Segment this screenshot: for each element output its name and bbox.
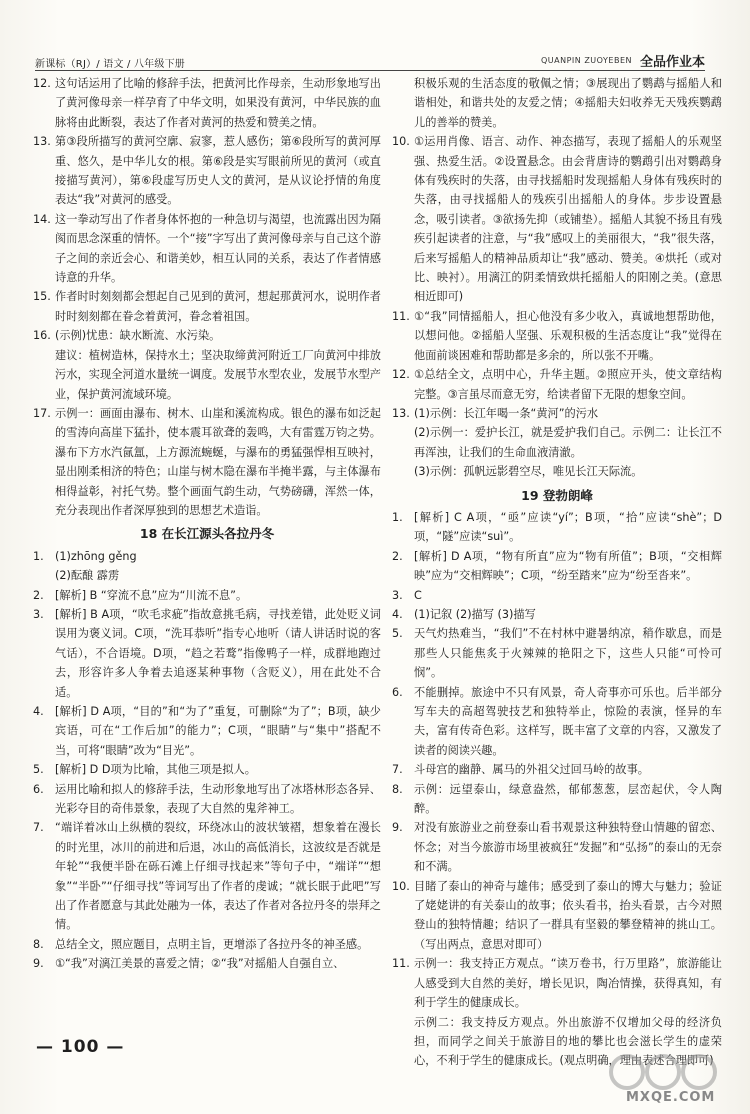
answer-number: 2. xyxy=(392,549,403,563)
answer-body xyxy=(414,780,722,819)
answer-body xyxy=(55,210,381,288)
answer-text: 建议：植树造林，保持水土；坚决取缔黄河附近工厂向黄河中排放污水，实现全河道水量统一调度。发展节水型农业，发展节水型产业，保护黄河流域环境。 xyxy=(55,348,381,401)
answer-item xyxy=(33,954,381,973)
answer-text: 斗母宫的幽静、属马的外祖父过回马岭的故事。 xyxy=(414,763,649,777)
answer-item xyxy=(33,210,381,288)
answer-number: 11. xyxy=(392,957,410,971)
answer-text: 作者时时刻刻都会想起自己见到的黄河，想起那黄河水，说明作者时时刻刻都在眷念着黄河，眷念着祖国。 xyxy=(55,290,381,323)
answer-text: 不能删掉。旅途中不只有风景，奇人奇事亦可乐也。后半部分写车夫的高超驾驶技艺和独特举止，惊险的表演，怪异的车夫，富有传奇色彩。这样写，既丰富了文章的内容，又激发了读者的阅读兴趣。 xyxy=(414,685,722,757)
answer-body xyxy=(414,683,722,761)
answer-number: 10. xyxy=(392,135,410,149)
answer-body xyxy=(414,624,722,682)
answer-text: C xyxy=(414,588,422,602)
answer-text: 对没有旅游业之前登泰山看书观景这种独特登山情趣的留恋、怀念；对当今旅游市场里被疯狂“发掘”和“弘扬”的泰山的无奈和不满。 xyxy=(414,821,722,874)
answer-body xyxy=(55,586,381,605)
answer-body xyxy=(55,760,381,779)
answer-item xyxy=(392,307,722,365)
answer-text: [解析] B “穿流不息”应为“川流不息”。 xyxy=(55,588,248,602)
answer-text: (示例)忧患：缺水断流、水污染。 xyxy=(55,329,221,343)
answer-text: [解析] C A项，“亟”应读“yí”；B项，“拾”应读“shè”；D项，“隧”应读“suì”。 xyxy=(414,510,722,544)
answer-text: 这一拳动写出了作者身体怀抱的一种急切与渴望，也流露出因为隔阂而思念深重的情怀。一个“接”字写出了黄河像母亲与自己这个游子之间的亲近会心、和谐美妙，相互认同的关系，表达了作者情感诗意的升华。 xyxy=(55,212,381,285)
answer-item xyxy=(392,624,722,682)
answer-number: 12. xyxy=(392,368,410,382)
right-column xyxy=(392,74,722,1071)
answer-body xyxy=(414,307,722,365)
page-number: — 100 — xyxy=(36,1037,125,1057)
answer-item xyxy=(392,547,722,586)
answer-body xyxy=(55,547,381,586)
answer-body xyxy=(414,547,722,586)
answer-text: 目睹了泰山的神奇与雄伟；感受到了泰山的博大与魅力；验证了姥姥讲的有关泰山的故事；依头看书，抬头看景，古今对照登山的独特情趣；结识了一群具有坚毅的攀登精神的挑山工。（写出两点，意思对即可） xyxy=(414,879,722,951)
answer-number: 1. xyxy=(392,510,403,524)
page-number-value: 100 xyxy=(60,1037,100,1057)
answer-item xyxy=(33,605,381,702)
answer-body xyxy=(55,605,381,702)
answer-item xyxy=(392,683,722,761)
answer-text: “端详着冰山上纵横的裂纹，环绕冰山的波状皱褶，想象着在漫长的时光里，冰川的前进和后退，冰山的高低消长，这波纹是否就是年轮”“我便半卧在砾石滩上仔细寻找起来”等句子中，“端详”“想象”“半卧”“仔细寻找”等词写出了作者的虔诚；“就长眠于此吧”写出了作者愿意与其此处融为一体，表达了作者对各拉丹冬的崇拜之情。 xyxy=(55,821,381,932)
answer-text: ①总结全文，点明中心，升华主题。②照应开头，使文章结构完整。③言虽尽而意无穷，给读者留下无限的想象空间。 xyxy=(414,368,722,401)
section-title: 19 登勃朗峰 xyxy=(521,487,593,503)
answer-number: 5. xyxy=(392,627,403,641)
answer-item xyxy=(33,287,381,326)
answer-body xyxy=(414,760,722,779)
answer-item xyxy=(392,818,722,876)
answer-number: 2. xyxy=(33,588,44,602)
answer-item xyxy=(392,760,722,779)
answer-item xyxy=(392,877,722,955)
answer-number: 4. xyxy=(33,705,44,718)
answer-body xyxy=(414,508,722,547)
answer-number: 9. xyxy=(33,957,44,971)
answer-body xyxy=(414,74,722,132)
answer-item xyxy=(33,818,381,934)
answer-text: ①运用肖像、语言、动作、神态描写，表现了摇船人的乐观坚强、热爱生活。②设置悬念。由会背唐诗的鹦鹉引出对鹦鹉身体有残疾时的失落，由寻找摇船时发现摇船人身体有残疾时的失落，由寻找摇船人的残疾引出摇船人的身体。步步设置悬念，吸引读者。③欲扬先抑（或铺垫）。摇船人其貌不扬且有残疾引起读者的注意，与“我”感叹上的美丽很大，“我”很失落，后来写摇船人的精神品质却让“我”感动、赞美。④烘托（或对比、映衬）。用漓江的阴柔情致烘托摇船人的阳刚之美。(意思相近即可) xyxy=(414,135,722,304)
answer-text: ①“我”同情摇船人，担心他没有多少收入，真诚地想帮助他，以想问他。②摇船人坚强、乐观积极的生活态度让“我”觉得在他面前谈困难和帮助都是多余的，所以张不开嘴。 xyxy=(414,309,722,362)
answer-body xyxy=(414,132,722,307)
answer-item xyxy=(33,74,381,132)
watermark-text: MXQE.COM xyxy=(626,1090,716,1105)
answer-number: 14. xyxy=(33,212,51,226)
answer-body xyxy=(55,780,381,819)
answer-item xyxy=(392,132,722,307)
answer-number: 4. xyxy=(392,607,403,621)
answer-number: 13. xyxy=(33,135,51,149)
answer-item xyxy=(33,547,381,586)
answer-number: 8. xyxy=(33,937,44,951)
answer-number: 11. xyxy=(392,309,410,323)
answer-item xyxy=(33,702,381,760)
answer-number xyxy=(392,74,414,132)
answer-item xyxy=(392,74,722,132)
header-book-info: 新课标（RJ）/ 语文 / 八年级下册 xyxy=(35,59,185,70)
header-brand-title: 全品作业本 xyxy=(639,55,705,70)
answer-number: 12. xyxy=(33,77,51,90)
answer-text: 运用比喻和拟人的修辞手法，生动形象地写出了冰塔林形态各异、光彩夺目的奇伟景象，表现了大自然的鬼斧神工。 xyxy=(55,782,381,816)
answer-text: (3)示例：孤帆远影碧空尽，唯见长江天际流。 xyxy=(414,465,643,479)
answer-number: 7. xyxy=(33,821,44,835)
answer-body xyxy=(55,404,381,520)
answer-body xyxy=(414,365,722,404)
answer-number: 16. xyxy=(33,329,51,343)
answer-number: 6. xyxy=(392,685,403,699)
answer-text: [解析] D A项，“目的”和“为了”重复，可删除“为了”；B项，缺少宾语，可在“工作后加”的能力”；C项，“眼睛”与“集中”搭配不当，可将“眼睛”改为“目光”。 xyxy=(55,705,381,757)
answer-text: 示例二：我支持反方观点。外出旅游不仅增加父母的经济负担，而同学之间关于旅游目的地的攀比也会滋长学生的虚荣心，不利于学生的健康成长。(观点明确，理由表述合理即可) xyxy=(414,1015,722,1068)
answer-body xyxy=(55,287,381,326)
answer-body xyxy=(55,954,381,973)
answer-body xyxy=(414,877,722,955)
answer-number: 8. xyxy=(392,782,403,796)
answer-text: 积极乐观的生活态度的敬佩之情；③展现出了鹦鹉与摇船人和谐相处，和谐共处的友爱之情；④摇船夫妇收养无天残疾鹦鹉儿的善举的赞美。 xyxy=(414,77,722,129)
answer-body xyxy=(55,74,381,132)
answer-number: 15. xyxy=(33,290,51,304)
answer-number: 7. xyxy=(392,763,403,777)
header-rule xyxy=(35,70,705,71)
answer-number: 13. xyxy=(392,406,410,420)
answer-text: (2)示例一：爱护长江，就是爱护我们自己。示例二：让长江不再浑浊，让我们的生命血液清澈。 xyxy=(414,426,722,459)
answer-number: 9. xyxy=(392,821,403,835)
answer-number: 3. xyxy=(392,588,403,602)
answer-item xyxy=(33,760,381,779)
answer-body xyxy=(414,818,722,876)
answer-item xyxy=(392,605,722,624)
answer-text: (2)酝酿 霹雳 xyxy=(55,569,120,583)
answer-item xyxy=(392,365,722,404)
answer-text: 天气灼热难当，“我们”不在村林中避暑纳凉，稍作歇息，而是那些人只能焦炙于火辣辣的艳阳之下，这些人只能“可怜可悯”。 xyxy=(414,627,722,680)
answer-item xyxy=(33,132,381,210)
answer-text: [解析] D D项为比喻，其他三项是拟人。 xyxy=(55,763,256,777)
answer-body xyxy=(414,404,722,482)
answer-item xyxy=(392,780,722,819)
answer-number: 5. xyxy=(33,763,44,777)
answer-item xyxy=(33,326,381,404)
answer-text: [解析] B A项，“吹毛求疵”指故意挑毛病，寻找差错，此处贬义词误用为褒义词。C项，“洗耳恭听”指专心地听（请人讲话时说的客气话），不合语境。D项，“趋之若鹜”指像鸭子一样，成群地跑过去，形容许多人争着去追逐某种事物（含贬义），用在此处不合适。 xyxy=(55,607,381,699)
left-column xyxy=(33,74,381,974)
answer-text: 示例：远望泰山，绿意盎然，郁郁葱葱，层峦起伏，令人陶醉。 xyxy=(414,782,722,816)
header-brand-pinyin: QUANPIN ZUOYEBEN xyxy=(541,56,632,65)
answer-item xyxy=(33,780,381,819)
answer-text: ①“我”对漓江美景的喜爱之情；②“我”对摇船人自强自立、 xyxy=(55,957,345,971)
answer-body xyxy=(55,132,381,210)
answer-number: 10. xyxy=(392,879,410,893)
answer-body xyxy=(55,935,381,954)
answer-body xyxy=(55,818,381,934)
answer-text: (1)zhōng gěng xyxy=(55,549,137,563)
answer-item xyxy=(33,586,381,605)
answer-item xyxy=(392,404,722,482)
answer-item xyxy=(33,404,381,520)
answer-text: 总结全文，照应题目，点明主旨，更增添了各拉丹冬的神圣感。 xyxy=(55,937,369,951)
answer-text: 这句话运用了比喻的修辞手法，把黄河比作母亲，生动形象地写出了黄河像母亲一样孕育了中华文明，如果没有黄河，中华民族的血脉将由此断裂，表达了作者对黄河的热爱和赞美之情。 xyxy=(55,77,381,129)
answer-body xyxy=(55,702,381,760)
answer-number: 3. xyxy=(33,607,44,621)
answer-body xyxy=(414,605,722,624)
answer-body xyxy=(55,326,381,404)
answer-text: 第③段所描写的黄河空廓、寂寥，惹人感伤；第⑥段所写的黄河厚重、悠久，是中华儿女的根。第⑥段是实写眼前所见的黄河（或直接描写黄河），第⑥段虚写历史人文的黄河，是从议论抒情的角度表达“我”对黄河的感受。 xyxy=(55,135,381,207)
answer-item xyxy=(392,508,722,547)
header-brand xyxy=(541,51,705,70)
answer-text: 示例一：画面由瀑布、树木、山崖和溪流构成。银色的瀑布如泛起的雪涛向高崖下猛扑，使本震耳欲聋的轰鸣，大有雷霆万钧之势。瀑布下方水汽氤氲，上方源流蜿蜒，与瀑布的勇猛强悍相互映衬，显出刚柔相济的特色；山崖与树木隐在瀑布半掩半露，与主体瀑布相得益彰，衬托气势。整个画面气韵生动，气势磅礴，浑然一体，充分表现出作者深厚独到的思想艺术造诣。 xyxy=(55,406,381,517)
answer-item xyxy=(392,586,722,605)
answer-body xyxy=(414,586,722,605)
answer-number: 1. xyxy=(33,549,44,563)
answer-item xyxy=(33,935,381,954)
section-title: 18 在长江源头各拉丹冬 xyxy=(139,526,275,542)
answer-number: 6. xyxy=(33,782,44,796)
answer-text: (1)记叙 (2)描写 (3)描写 xyxy=(414,607,536,621)
answer-text: (1)示例：长江年喝一条“黄河”的污水 xyxy=(414,406,599,420)
answer-text: [解析] D A项，“物有所直”应为“物有所值”；B项，“交相辉映”应为“交相辉映”；C项，“纷至踏来”应为“纷至沓来”。 xyxy=(414,549,722,583)
answer-text: 示例一：我支持正方观点。“读万卷书，行万里路”，旅游能让人感受到大自然的美好，增长见识，陶冶情操，获得真知，有利于学生的健康成长。 xyxy=(414,957,722,1010)
answer-number: 17. xyxy=(33,406,51,420)
